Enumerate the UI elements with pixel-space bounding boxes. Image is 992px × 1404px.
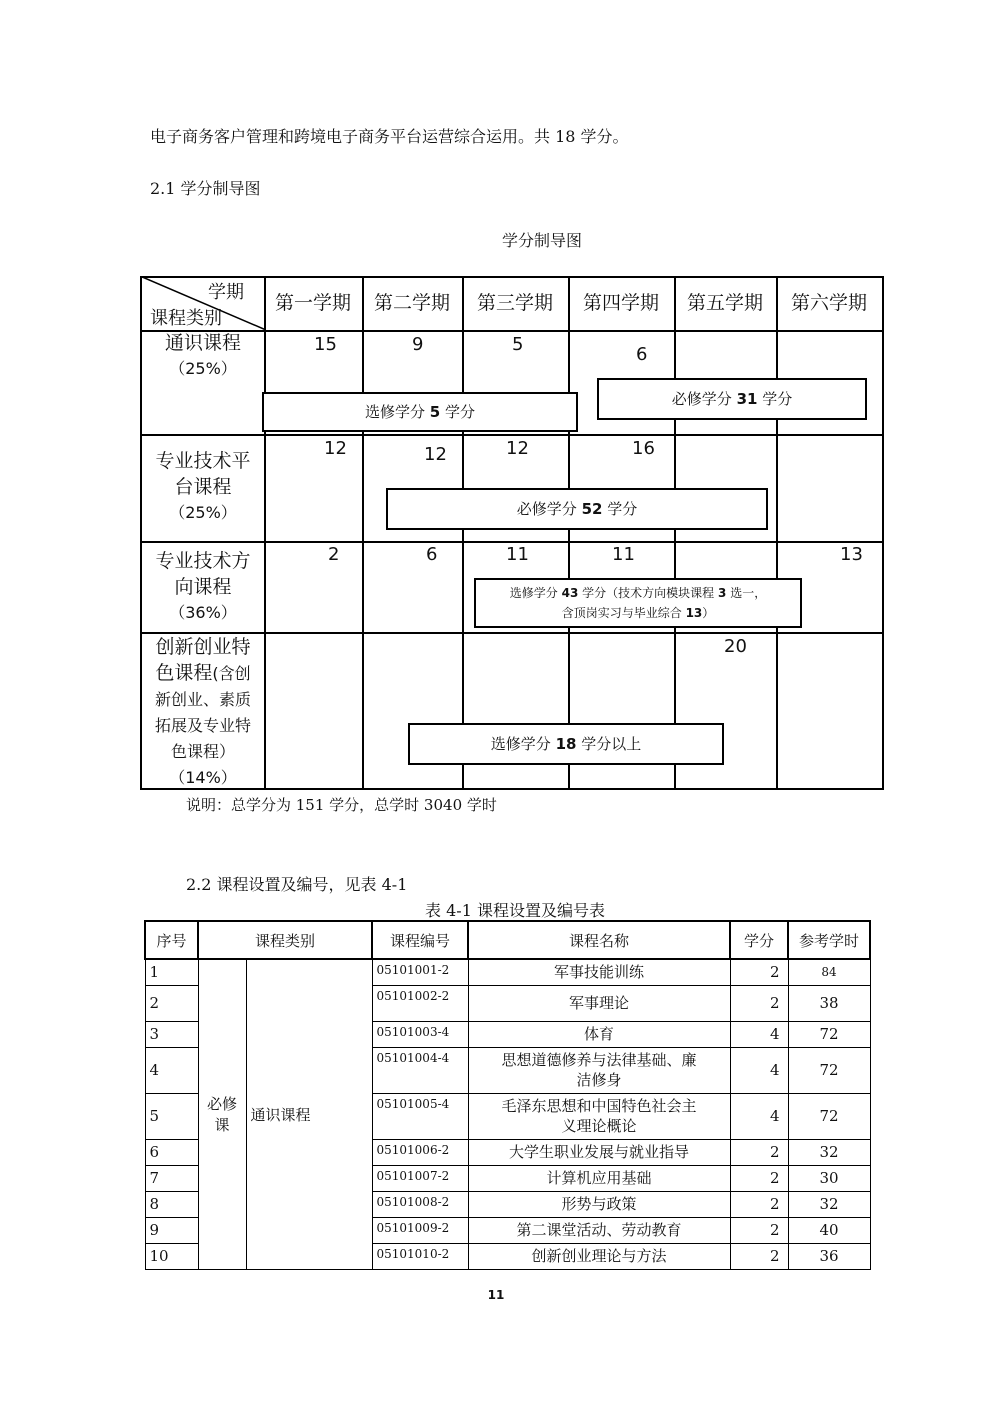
- table-row: 7 05101007-2 计算机应用基础 2 30: [145, 1165, 870, 1191]
- header-name: 课程名称: [468, 921, 730, 959]
- table-row: 2 05101002-2 军事理论 2 38: [145, 985, 870, 1021]
- row-general-label: 通识课程 （25%）: [164, 332, 241, 378]
- credit-direction-s4: 11: [612, 544, 635, 565]
- table-title: 表 4-1 课程设置及编号表: [425, 901, 605, 920]
- header-category: 课程类别: [198, 921, 372, 959]
- course-table: [144, 920, 871, 1270]
- header-semester-label: 学期: [208, 282, 244, 303]
- credit-platform-s1: 12: [324, 438, 347, 459]
- semester-1-header: 第一学期: [274, 292, 351, 314]
- row-platform-label: 专业技术平 台课程 （25%）: [155, 450, 251, 522]
- credit-direction-s2: 6: [426, 544, 438, 565]
- header-hours: 参考学时: [788, 921, 870, 959]
- credit-general-s3: 5: [512, 334, 524, 355]
- section-heading-course-setup: 2.2 课程设置及编号，见表 4-1: [186, 875, 408, 894]
- box-general-elective: 选修学分 5 学分: [262, 392, 578, 432]
- table-row: 10 05101010-2 创新创业理论与方法 2 36: [145, 1243, 870, 1269]
- credit-platform-s2: 12: [424, 444, 447, 465]
- group-category-cell: 通识课程: [246, 959, 372, 1269]
- table-row: 9 05101009-2 第二课堂活动、劳动教育 2 40: [145, 1217, 870, 1243]
- credit-map-chart: [140, 276, 884, 790]
- chart-title: 学分制导图: [501, 231, 582, 250]
- credit-direction-s6: 13: [840, 544, 863, 565]
- header-no: 序号: [145, 921, 198, 959]
- table-row: 8 05101008-2 形势与政策 2 32: [145, 1191, 870, 1217]
- header-code: 课程编号: [372, 921, 468, 959]
- credit-platform-s4: 16: [632, 438, 655, 459]
- credit-general-s1: 15: [314, 334, 337, 355]
- row-innovation-label: 创新创业特 色课程(含创 新创业、素质 拓展及专业特 色课程） （14%）: [154, 636, 251, 787]
- semester-4-header: 第四学期: [582, 292, 659, 314]
- section-heading-credit-map: 2.1 学分制导图: [150, 179, 261, 198]
- intro-text: 电子商务客户管理和跨境电子商务平台运营综合运用。共 18 学分。: [150, 127, 629, 146]
- semester-2-header: 第二学期: [373, 292, 450, 314]
- row-direction-label: 专业技术方 向课程 （36%）: [155, 550, 251, 622]
- box-platform-required: 必修学分 52 学分: [386, 488, 768, 530]
- table-header-row: [145, 921, 870, 959]
- semester-6-header: 第六学期: [790, 292, 867, 314]
- credit-platform-s3: 12: [506, 438, 529, 459]
- semester-5-header: 第五学期: [686, 292, 763, 314]
- credit-general-s2: 9: [412, 334, 424, 355]
- chart-note: 说明：总学分为 151 学分，总学时 3040 学时: [186, 796, 497, 814]
- credit-general-s4: 6: [636, 344, 648, 365]
- page-number: 11: [487, 1288, 505, 1302]
- table-row: 5 05101005-4 毛泽东思想和中国特色社会主义理论概论 4 72: [145, 1093, 870, 1139]
- box-innovation-elective: 选修学分 18 学分以上: [408, 723, 724, 765]
- table-row: 6 05101006-2 大学生职业发展与就业指导 2 32: [145, 1139, 870, 1165]
- table-row: 3 05101003-4 体育 4 72: [145, 1021, 870, 1047]
- credit-direction-s3: 11: [506, 544, 529, 565]
- credit-direction-s1: 2: [328, 544, 340, 565]
- header-credit: 学分: [730, 921, 788, 959]
- semester-3-header: 第三学期: [476, 292, 553, 314]
- group-type-cell: 必修课: [198, 959, 246, 1269]
- header-category-label: 课程类别: [150, 308, 222, 329]
- table-row: 1 必修课 通识课程 05101001-2 军事技能训练 2 84: [145, 959, 870, 985]
- box-direction-elective: 选修学分 43 学分（技术方向模块课程 3 选一， 含顶岗实习与毕业综合 13）: [474, 578, 802, 628]
- table-row: 4 05101004-4 思想道德修养与法律基础、廉洁修身 4 72: [145, 1047, 870, 1093]
- box-general-required: 必修学分 31 学分: [597, 378, 867, 420]
- credit-innovation-s5: 20: [724, 636, 747, 657]
